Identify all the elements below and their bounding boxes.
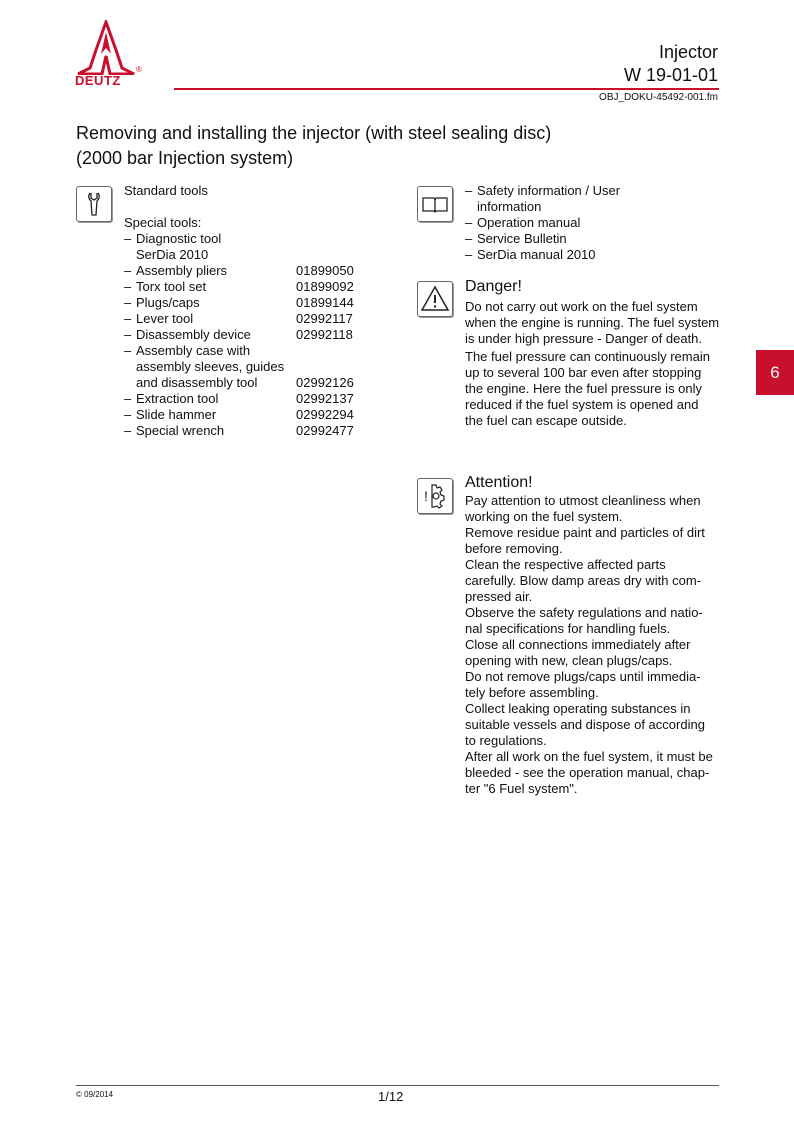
page-title-line1: Removing and installing the injector (with steel sealing disc)	[76, 123, 552, 143]
page-title-line2: (2000 bar Injection system)	[76, 148, 294, 168]
footer-rule	[76, 1085, 719, 1086]
tool-row: – Plugs/caps 01899144	[124, 295, 354, 310]
attention-line: pressed air.	[465, 589, 533, 604]
tool-row: – Diagnostic tool	[124, 231, 222, 246]
page-number: 1/12	[378, 1089, 404, 1104]
book-icon	[417, 186, 453, 222]
attention-gear-icon	[417, 478, 453, 514]
standard-tools-label: Standard tools	[124, 183, 208, 198]
attention-line: After all work on the fuel system, it must be	[465, 749, 713, 764]
header-code: W 19-01-01	[623, 65, 718, 85]
wrench-icon	[76, 186, 112, 222]
attention-line: carefully. Blow damp areas dry with com-	[465, 573, 702, 588]
danger-para2: The fuel pressure can continuously remain up to several 100 bar even after stopping the engine. Here the fuel pressure is only reduced if the fuel system is opened and the fuel can escape outside.	[465, 349, 710, 428]
tools-section	[124, 183, 364, 439]
header-rule	[174, 88, 719, 90]
attention-line: nal specifications for handling fuels.	[465, 621, 671, 636]
attention-section	[465, 473, 725, 797]
attention-line: before removing.	[465, 541, 563, 556]
reference-item: – Safety information / User	[465, 183, 621, 198]
attention-line: Close all connections immediately after	[465, 637, 691, 652]
attention-line: Pay attention to utmost cleanliness when	[465, 493, 701, 508]
tool-row: SerDia 2010	[136, 247, 209, 262]
chapter-tab: 6	[756, 350, 794, 395]
references-list	[465, 183, 725, 263]
attention-line: Remove residue paint and particles of dirt	[465, 525, 705, 540]
attention-line: working on the fuel system.	[465, 509, 623, 524]
tool-row: assembly sleeves, guides	[136, 359, 285, 374]
attention-line: Collect leaking operating substances in	[465, 701, 691, 716]
tool-row: – Torx tool set 01899092	[124, 279, 354, 294]
danger-para1: Do not carry out work on the fuel system when the engine is running. The fuel system is under high pressure - Danger of death.	[465, 299, 720, 346]
attention-line: bleeded - see the operation manual, chap-	[465, 765, 710, 780]
attention-line: Do not remove plugs/caps until immedia-	[465, 669, 701, 684]
svg-text:!: !	[424, 488, 428, 504]
tool-row: – Special wrench 02992477	[124, 423, 354, 438]
danger-heading: Danger!	[465, 278, 522, 295]
header-file: OBJ_DOKU-45492-001.fm	[599, 92, 718, 103]
tool-row: – Slide hammer 02992294	[124, 407, 354, 422]
deutz-logo	[70, 20, 150, 90]
tool-row: – Extraction tool 02992137	[124, 391, 354, 406]
footer-date: © 09/2014	[76, 1090, 114, 1099]
attention-line: Observe the safety regulations and natio-	[465, 605, 703, 620]
attention-line: ter "6 Fuel system".	[465, 781, 578, 796]
tool-row: – Assembly pliers 01899050	[124, 263, 354, 278]
attention-line: to regulations.	[465, 733, 547, 748]
attention-heading: Attention!	[465, 474, 533, 491]
tool-row: and disassembly tool 02992126	[136, 375, 354, 390]
header-title: Injector	[658, 42, 718, 62]
reference-item: – Operation manual	[465, 215, 581, 230]
attention-line: Clean the respective affected parts	[465, 557, 666, 572]
attention-line: tely before assembling.	[465, 685, 599, 700]
tool-row: – Disassembly device 02992118	[124, 327, 353, 342]
logo-text: DEUTZ	[75, 73, 121, 88]
page-title	[76, 121, 696, 171]
reference-item: information	[477, 199, 542, 214]
tool-row: – Assembly case with	[124, 343, 251, 358]
special-tools-label: Special tools:	[124, 215, 202, 230]
attention-line: opening with new, clean plugs/caps.	[465, 653, 673, 668]
registered-mark: ®	[136, 65, 142, 74]
danger-section	[465, 277, 720, 429]
attention-line: suitable vessels and dispose of according	[465, 717, 705, 732]
attention-text	[465, 493, 725, 797]
reference-item: – SerDia manual 2010	[465, 247, 596, 262]
tool-row: – Lever tool 02992117	[124, 311, 353, 326]
reference-item: – Service Bulletin	[465, 231, 567, 246]
warning-triangle-icon	[417, 281, 453, 317]
